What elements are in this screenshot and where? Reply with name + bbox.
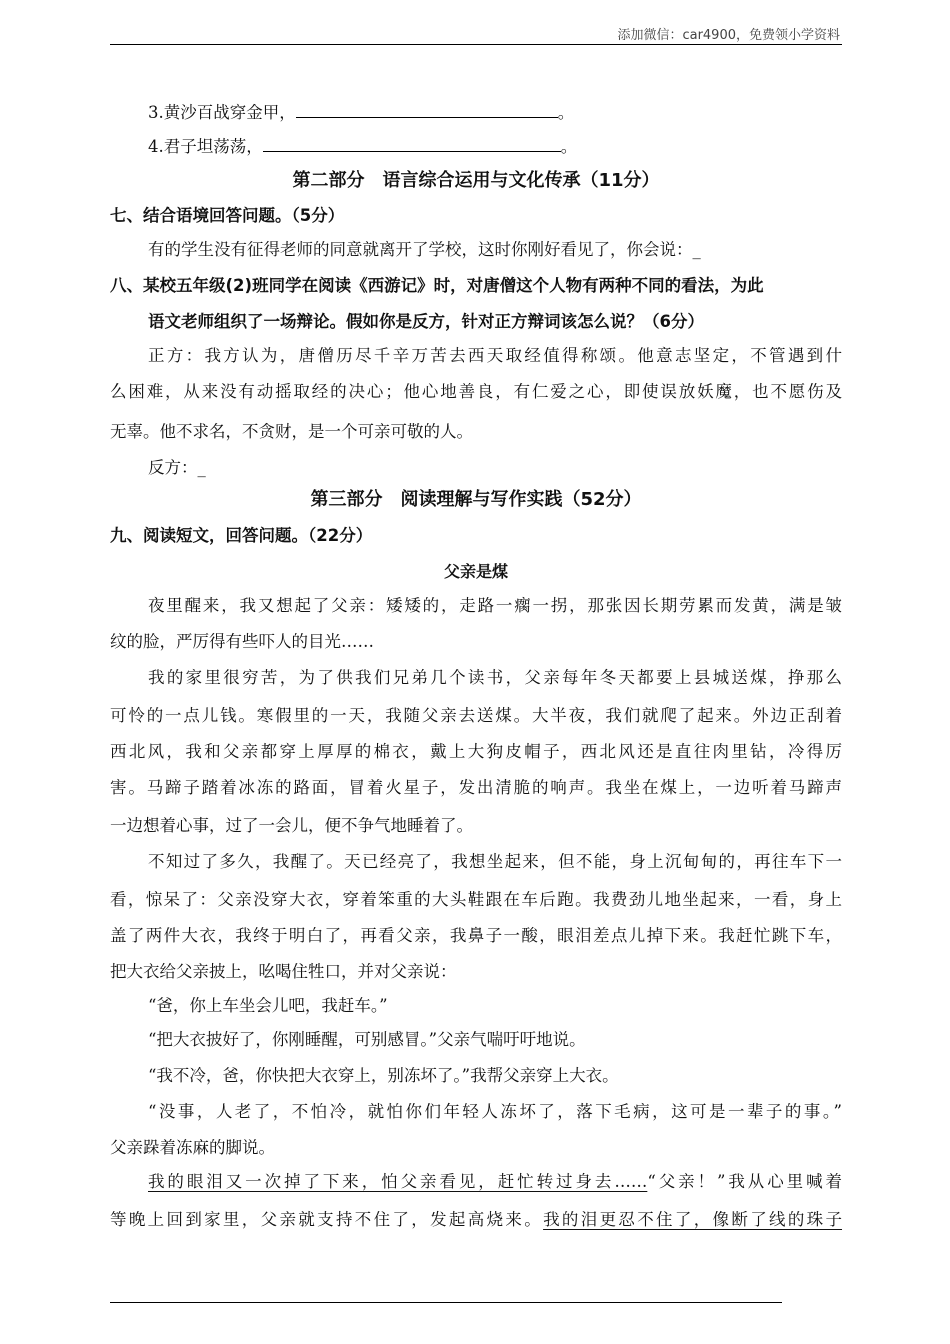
story-p1-line1: 夜里醒来，我又想起了父亲：矮矮的，走路一瘸一拐，那张因长期劳累而发黄，满是皱: [148, 596, 842, 615]
fill-item-3: [148, 102, 880, 123]
answer-blank-3[interactable]: [296, 102, 558, 118]
story-p2-line4: 害。马蹄子踏着冰冻的路面，冒着火星子，发出清脆的响声。我坐在煤上，一边听着马蹄声: [110, 778, 842, 797]
underlined-sentence-1: 我的眼泪又一次掉了下来，怕父亲看见，赶忙转过身去……: [148, 1172, 648, 1191]
fill-item-4-suffix: 。: [560, 137, 578, 156]
story-p3-line2: 看，惊呆了：父亲没穿大衣，穿着笨重的大头鞋跟在车后跑。我费劲儿地坐起来，一看，身上: [110, 890, 842, 909]
story-p5-start: 等晚上回到家里，父亲就支持不住了，发起高烧来。: [110, 1210, 544, 1229]
footer-rule: [110, 1302, 782, 1303]
part3-title: 第三部分 阅读理解与写作实践（52分）: [310, 489, 642, 510]
story-p1-line2: 纹的脸，严厉得有些吓人的目光……: [110, 632, 374, 651]
story-dialogue-4-line2: 父亲跺着冻麻的脚说。: [110, 1138, 275, 1157]
story-title: 父亲是煤: [443, 562, 508, 581]
q8-title-line1: 八、某校五年级(2)班同学在阅读《西游记》时，对唐僧这个人物有两种不同的看法，为此: [110, 276, 764, 295]
story-p2-line2: 可怜的一点儿钱。寒假里的一天，我随父亲去送煤。大半夜，我们就爬了起来。外边正刮着: [110, 706, 842, 725]
q8-pro-line1: 正方：我方认为，唐僧历尽千辛万苦去西天取经值得称颂。他意志坚定，不管遇到什: [148, 346, 842, 365]
part2-title: 第二部分 语言综合运用与文化传承（11分）: [292, 170, 660, 191]
answer-blank-4[interactable]: [263, 136, 561, 152]
story-p3-line3: 盖了两件大衣，我终于明白了，再看父亲，我鼻子一酸，眼泪差点儿掉下来。我赶忙跳下车，: [110, 926, 842, 945]
story-p2-line1: 我的家里很穷苦，为了供我们兄弟几个读书，父亲每年冬天都要上县城送煤，挣那么: [148, 668, 842, 687]
header-note: 添加微信：car4900，免费领小学资料: [617, 28, 840, 43]
header-rule: [110, 44, 842, 45]
story-p3-line4: 把大衣给父亲披上，吆喝住牲口，并对父亲说：: [110, 962, 457, 981]
story-p4-line: [148, 1172, 842, 1192]
q8-title-line2: 语文老师组织了一场辩论。假如你是反方，针对正方辩词该怎么说？（6分）: [148, 312, 704, 331]
q9-title: 九、阅读短文，回答问题。（22分）: [110, 526, 373, 545]
story-dialogue-2: “把大衣披好了，你刚睡醒，可别感冒。”父亲气喘吁吁地说。: [148, 1030, 586, 1049]
fill-item-4: [148, 136, 880, 157]
story-p2-line5: 一边想着心事，过了一会儿，便不争气地睡着了。: [110, 816, 473, 835]
q8-pro-line2: 么困难，从来没有动摇取经的决心；他心地善良，有仁爱之心，即使误放妖魔，也不愿伤及: [110, 382, 842, 401]
underlined-sentence-2: 我的泪更忍不住了，像断了线的珠子: [543, 1210, 843, 1229]
q7-title: 七、结合语境回答问题。（5分）: [110, 206, 345, 225]
fill-item-3-prefix: 3.黄沙百战穿金甲，: [148, 103, 296, 122]
q8-con: 反方：_: [148, 458, 206, 477]
story-dialogue-1: “爸，你上车坐会儿吧，我赶车。”: [148, 996, 388, 1015]
story-p4-rest: “父亲！”我从心里喊着: [647, 1172, 843, 1191]
fill-item-4-prefix: 4.君子坦荡荡，: [148, 137, 263, 156]
story-dialogue-3: “我不冷，爸，你快把大衣穿上，别冻坏了。”我帮父亲穿上大衣。: [148, 1066, 619, 1085]
story-dialogue-4-line1: “没事，人老了，不怕冷，就怕你们年轻人冻坏了，落下毛病，这可是一辈子的事。”: [148, 1102, 842, 1121]
q8-pro-line3: 无辜。他不求名，不贪财，是一个可亲可敬的人。: [110, 422, 473, 441]
story-p3-line1: 不知过了多久，我醒了。天已经亮了，我想坐起来，但不能，身上沉甸甸的，再往车下一: [148, 852, 842, 871]
story-p2-line3: 西北风，我和父亲都穿上厚厚的棉衣，戴上大狗皮帽子，西北风还是直往肉里钻，冷得厉: [110, 742, 842, 761]
story-p5-line: [110, 1210, 842, 1230]
q7-prompt: 有的学生没有征得老师的同意就离开了学校，这时你刚好看见了，你会说：_: [148, 240, 701, 259]
fill-item-3-suffix: 。: [557, 103, 575, 122]
